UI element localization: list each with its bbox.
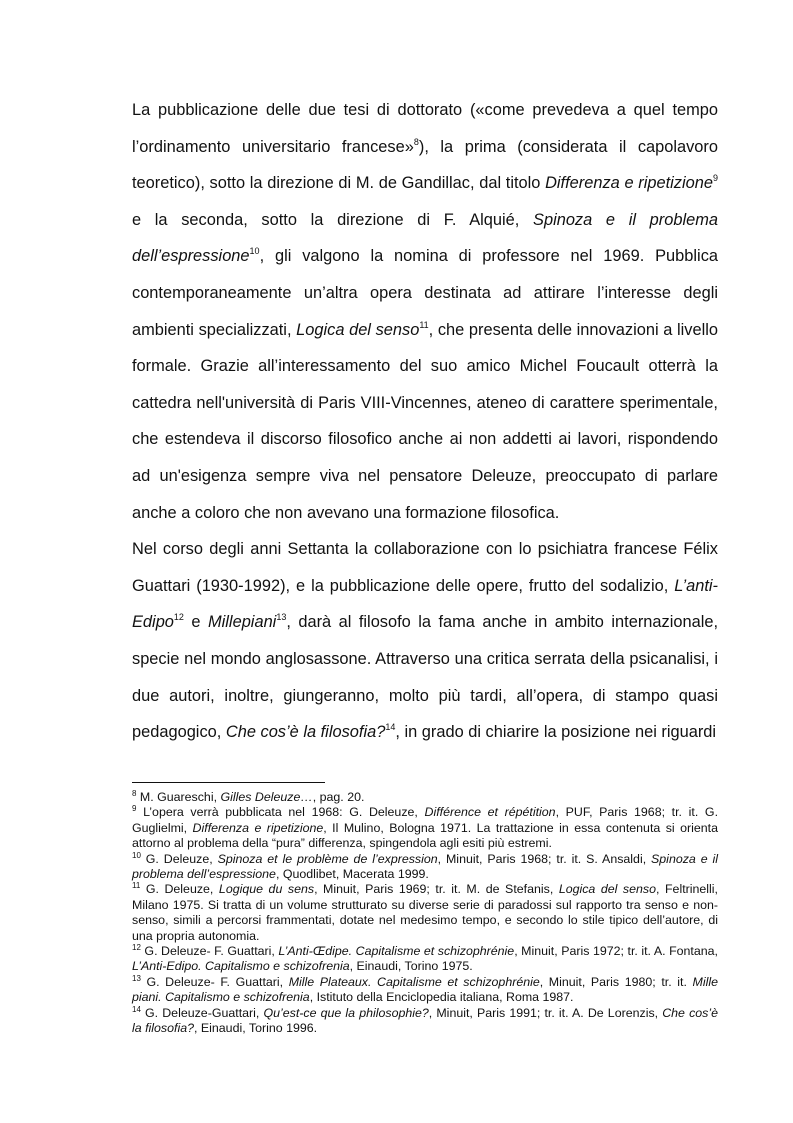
title-millepiani: Millepiani	[208, 613, 277, 632]
text-run: , Il Mulino, Bologna 1971. La trattazione in essa contenuta si orienta attorno al problema della “pura” differenza, spingendola agli esiti più estremi.	[132, 820, 719, 851]
italic-title: Differenza e ripetizione	[192, 820, 324, 835]
footnote-11	[132, 882, 718, 944]
footnote-number: 8	[132, 789, 137, 798]
text-run: Nel corso degli anni Settanta la collaborazione con lo psichiatra francese Félix Guattari (1930-1992), e la pubblicazione delle opere, frutto del sodalizio,	[132, 540, 718, 595]
title-che-cos-e-la-filosofia: Che cos’è la filosofia?	[225, 723, 386, 742]
text-run: , che presenta delle innovazioni a livello formale. Grazie all’interessamento del suo amico Michel Foucault otterrà la cattedra nell'università di Paris VIII-Vincennes, ateneo di carattere sperimentale, che estendeva il discorso filosofico anche ai non addetti ai lavori, rispondendo ad un'esigenza sempre viva nel pensatore Deleuze, preoccupato di parlare anche a coloro che non avevano una formazione filosofica.	[132, 320, 718, 522]
italic-title: L’Anti-Œdipe. Capitalisme et schizophrénie	[278, 944, 515, 959]
footnote-ref-11[interactable]: 11	[419, 319, 429, 330]
text-run: , pag. 20.	[312, 790, 365, 804]
paragraph-1	[132, 92, 718, 531]
title-spinoza: Spinoza e il problema dell’espressione	[132, 210, 719, 266]
footnote-ref-10[interactable]: 10	[249, 246, 260, 257]
text-run: , Einaudi, Torino 1975.	[349, 959, 473, 974]
text-run: , in grado di chiarire la posizione nei riguardi	[395, 723, 717, 742]
footnote-number: 13	[132, 973, 141, 983]
text-run: , PUF, Paris 1968; tr. it. G. Guglielmi,	[132, 805, 719, 835]
footnote-10	[132, 852, 718, 883]
text-run: L’opera verrà pubblicata nel 1968: G. Deleuze,	[136, 805, 425, 820]
text-run: e	[183, 613, 208, 632]
text-run: , Istituto della Enciclopedia italiana, Roma 1987.	[309, 990, 574, 1005]
footnote-ref-14[interactable]: 14	[385, 722, 396, 733]
footnote-number: 9	[132, 804, 137, 814]
footnote-ref-8[interactable]: 8	[413, 136, 419, 147]
footnote-number: 14	[132, 1004, 141, 1014]
text-run: ), la prima (considerata il capolavoro teoretico), sotto la direzione di M. de Gandillac, dal titolo	[132, 137, 719, 193]
footnote-ref-9[interactable]: 9	[712, 173, 718, 184]
italic-title: Spinoza et le problème de l’expression	[217, 851, 438, 866]
italic-title: Logique du sens	[218, 882, 315, 897]
footnote-9	[132, 805, 718, 851]
text-run: , Minuit, Paris 1969; tr. it. M. de Stefanis,	[314, 882, 559, 897]
paragraph-2	[132, 531, 718, 751]
italic-title: Mille piani. Capitalismo e schizofrenia	[132, 974, 718, 1005]
text-run: G. Deleuze-Guattari,	[140, 1005, 264, 1020]
text-run: e la seconda, sotto la direzione di F. Alquié,	[132, 210, 534, 229]
title-differenza-e-ripetizione: Differenza e ripetizione	[545, 174, 713, 193]
text-run: , Minuit, Paris 1968; tr. it. S. Ansaldi,	[437, 851, 652, 866]
text-run: , Quodlibet, Macerata 1999.	[275, 867, 429, 882]
italic-title: Qu’est-ce que la philosophie?	[263, 1005, 429, 1020]
footnote-number: 10	[132, 850, 141, 860]
italic-title: L’Anti-Edipo. Capitalismo e schizofrenia	[132, 959, 350, 974]
italic-title: Gilles Deleuze…	[220, 790, 313, 804]
title-anti-edipo: L’anti-Edipo	[132, 576, 718, 632]
italic-title: Logica del senso	[558, 882, 656, 897]
title-logica-del-senso: Logica del senso	[296, 320, 420, 339]
text-run: , Minuit, Paris 1980; tr. it.	[539, 974, 693, 989]
text-run: M. Guareschi,	[136, 790, 221, 804]
footnotes	[132, 790, 718, 1037]
footnote-number: 11	[132, 881, 141, 891]
text-run: G. Deleuze,	[140, 851, 218, 866]
italic-title: Mille Plateaux. Capitalisme et schizophrénie	[288, 974, 540, 989]
footnote-ref-12[interactable]: 12	[173, 612, 184, 623]
italic-title: Che cos’è la filosofia?	[132, 1005, 719, 1036]
footnote-ref-13[interactable]: 13	[276, 612, 287, 623]
footnote-number: 12	[132, 943, 141, 953]
footnote-14	[132, 1006, 718, 1037]
text-run: G. Deleuze,	[140, 882, 219, 897]
text-run: G. Deleuze- F. Guattari,	[140, 974, 289, 989]
italic-title: Spinoza e il problema dell’espressione	[132, 851, 718, 882]
italic-title: Différence et répétition	[424, 805, 556, 820]
text-run: , darà al filosofo la fama anche in ambito internazionale, specie nel mondo anglosassone. Attraverso una critica serrata della psicanalisi, i due autori, inoltre, giungeranno, molto più tardi, all’opera, di stampo quasi pedagogico,	[132, 613, 719, 742]
text-run: , Einaudi, Torino 1996.	[194, 1021, 318, 1036]
footnote-separator	[132, 782, 325, 783]
text-run: G. Deleuze- F. Guattari,	[140, 944, 279, 959]
footnote-13	[132, 975, 718, 1006]
footnote-8	[132, 790, 718, 805]
text-run: , Minuit, Paris 1972; tr. it. A. Fontana,	[514, 944, 718, 959]
text-run: La pubblicazione delle due tesi di dottorato («come prevedeva a quel tempo l’ordinamento universitario francese»	[132, 101, 718, 156]
main-text	[132, 92, 718, 751]
text-run: , Minuit, Paris 1991; tr. it. A. De Lorenzis,	[428, 1005, 663, 1020]
footnote-12	[132, 944, 718, 975]
text-run: , gli valgono la nomina di professore nel 1969. Pubblica contemporaneamente un’altra opera destinata ad attirare l’interesse degli ambienti specializzati,	[132, 247, 718, 339]
text-run: , Feltrinelli, Milano 1975. Si tratta di un volume strutturato su diverse serie di paradossi sul rapporto tra senso e non-senso, simili a percorsi frammentati, dotate nel medesimo tempo, e secondo lo stile tipico dell’autore, di una propria autonomia.	[132, 882, 718, 943]
